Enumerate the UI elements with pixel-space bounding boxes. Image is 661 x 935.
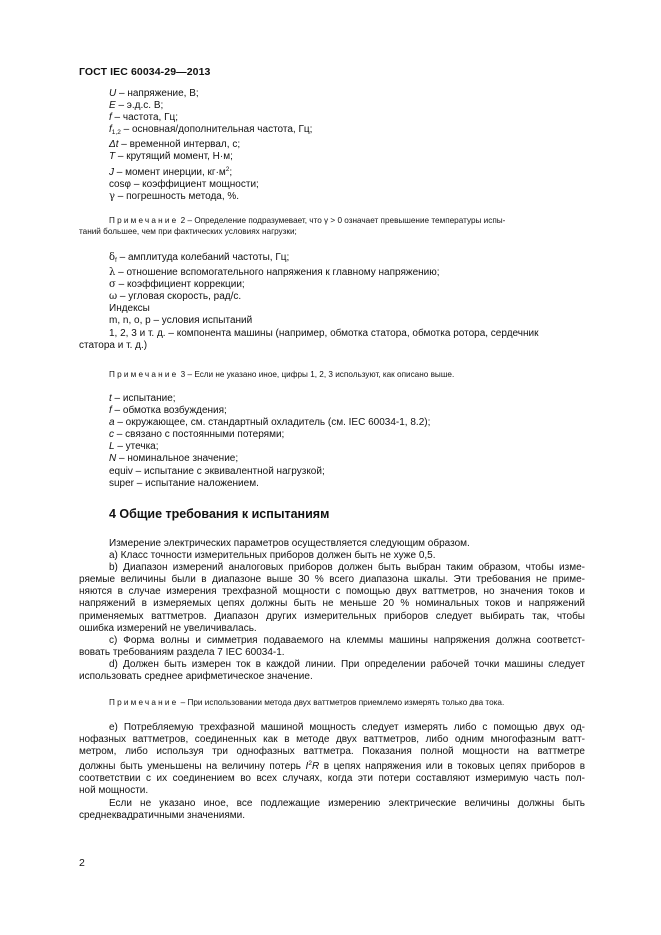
list-item: a – окружающее, см. стандартный охладитель (см. IEC 60034-1, 8.2); [109, 417, 431, 429]
section-body-1 [79, 538, 585, 683]
list-item: N – номинальное значение; [109, 453, 239, 465]
paragraph-line: среднеквадратичными значениями. [79, 809, 246, 821]
paragraph-line: соответствии с их соединением во всех случаях, когда эти потери составляют измеримую часть пол- [79, 773, 585, 785]
note-3: Примечание 3 – Если не указано иное, цифры 1, 2, 3 используют, как описано выше. [109, 370, 455, 379]
note-2: Примечание 2 – Определение подразумевает, что γ > 0 означает превышение температуры испы- таний большее, чем при фактических условиях нагрузки; [79, 216, 506, 236]
list-item: cosφ – коэффициент мощности; [109, 178, 259, 190]
document-code: ГОСТ IEC 60034-29—2013 [79, 66, 211, 78]
paragraph-line: ряемые величины были в диапазоне выше 30 % всего диапазона шкалы. Эти требования не приме- [79, 574, 585, 586]
list-item: f – обмотка возбуждения; [109, 405, 227, 417]
list-item: $f_{1,2}$ – основная/дополнительная частота, Гц; [109, 124, 313, 137]
symbols-list-1 [79, 88, 585, 203]
paragraph-line: метром, либо используя три однофазных ваттметра. Показания полной мощности на ваттметре [79, 746, 585, 758]
symbols-list-2 [79, 252, 585, 352]
list-item: super – испытание наложением. [109, 477, 259, 489]
paragraph-line: Если не указано иное, все подлежащие измерению электрические величины должны быть [109, 797, 585, 809]
paragraph-line: d) Должен быть измерен ток в каждой линии. При определении рабочей точки машины следует [109, 658, 585, 670]
page-number: 2 [79, 857, 85, 869]
paragraph-line: няются в случае измерения трехфазной мощности с помощью двух ваттметров, но значения токов и [79, 586, 585, 598]
list-item: $\delta_f$ – амплитуда колебаний частоты, Гц; [109, 252, 290, 264]
note-4: Примечание – При использовании метода двух ваттметров приемлемо измерять только два тока. [109, 698, 505, 707]
paragraph-line: b) Диапазон измерений аналоговых приборов должен быть выбран таким образом, чтобы изме- [109, 562, 585, 574]
list-item: γ – погрешность метода, %. [109, 190, 240, 202]
paragraph-line: а) Класс точности измерительных приборов должен быть не хуже 0,5. [109, 550, 436, 562]
paragraph-line: напряжений в измеряемых цепях должны быть не меньше 20 % номинальных токов и напряжений [79, 598, 585, 610]
indices-line: m, n, o, p – условия испытаний [109, 315, 253, 327]
paragraph-line: Измерение электрических параметров осуществляется следующим образом. [109, 538, 470, 549]
list-item: f – частота, Гц; [109, 112, 178, 124]
paragraph-line: должны быть уменьшены на величину потерь $I^2R$ в цепях напряжения или в токовых цепях приборов в [79, 760, 586, 773]
paragraph-line: e) Потребляемую трехфазной машиной мощность следует измерять либо с помощью двух од- [109, 722, 585, 733]
note-label: Примечание [109, 698, 179, 707]
paragraph-line: ной мощности. [79, 785, 149, 797]
list-item: λ – отношение вспомогательного напряжения к главному напряжению; [109, 267, 440, 279]
list-item: t – испытание; [109, 393, 176, 404]
indices-line: статора и т. д.) [79, 339, 148, 351]
indices-line: 1, 2, 3 и т. д. – компонента машины (например, обмотка статора, обмотка ротора, сердечник [109, 327, 539, 339]
list-item: equiv – испытание с эквивалентной нагрузкой; [109, 465, 325, 477]
list-item: ω – угловая скорость, рад/с. [109, 291, 242, 303]
subscripts-list [79, 393, 585, 490]
list-item: E – э.д.с. В; [109, 100, 164, 112]
paragraph-line: применяемых ваттметров. Диапазон других измерительных приборов следует выбирать так, чтобы [79, 610, 585, 622]
note-label: Примечание [109, 216, 179, 225]
list-item: J – момент инерции, $кг\cdot м^2$; [109, 165, 233, 178]
list-item: c – связано с постоянными потерями; [109, 429, 285, 441]
list-item: U – напряжение, В; [109, 88, 199, 99]
indices-title: Индексы [109, 303, 150, 315]
list-item: Δt – временной интервал, с; [109, 139, 241, 151]
paragraph-line: использовать среднее арифметическое значение. [79, 671, 313, 683]
list-item: L – утечка; [109, 441, 159, 453]
paragraph-line: c) Форма волны и симметрия подаваемого на клеммы машины напряжения должна соответст- [109, 634, 585, 646]
list-item: σ – коэффициент коррекции; [109, 279, 245, 291]
paragraph-line: вовать требованиям раздела 7 IEC 60034-1. [79, 646, 285, 658]
section-body-2 [79, 722, 585, 822]
section-title: 4 Общие требования к испытаниям [109, 507, 330, 521]
note-label: Примечание [109, 370, 179, 379]
list-item: T – крутящий момент, Н·м; [109, 151, 233, 163]
paragraph-line: ошибка измерений не увеличивалась. [79, 622, 257, 634]
paragraph-line: нофазных ваттметров, соединенных как в методе двух ваттметров, либо одним многофазным ватт- [79, 734, 585, 746]
